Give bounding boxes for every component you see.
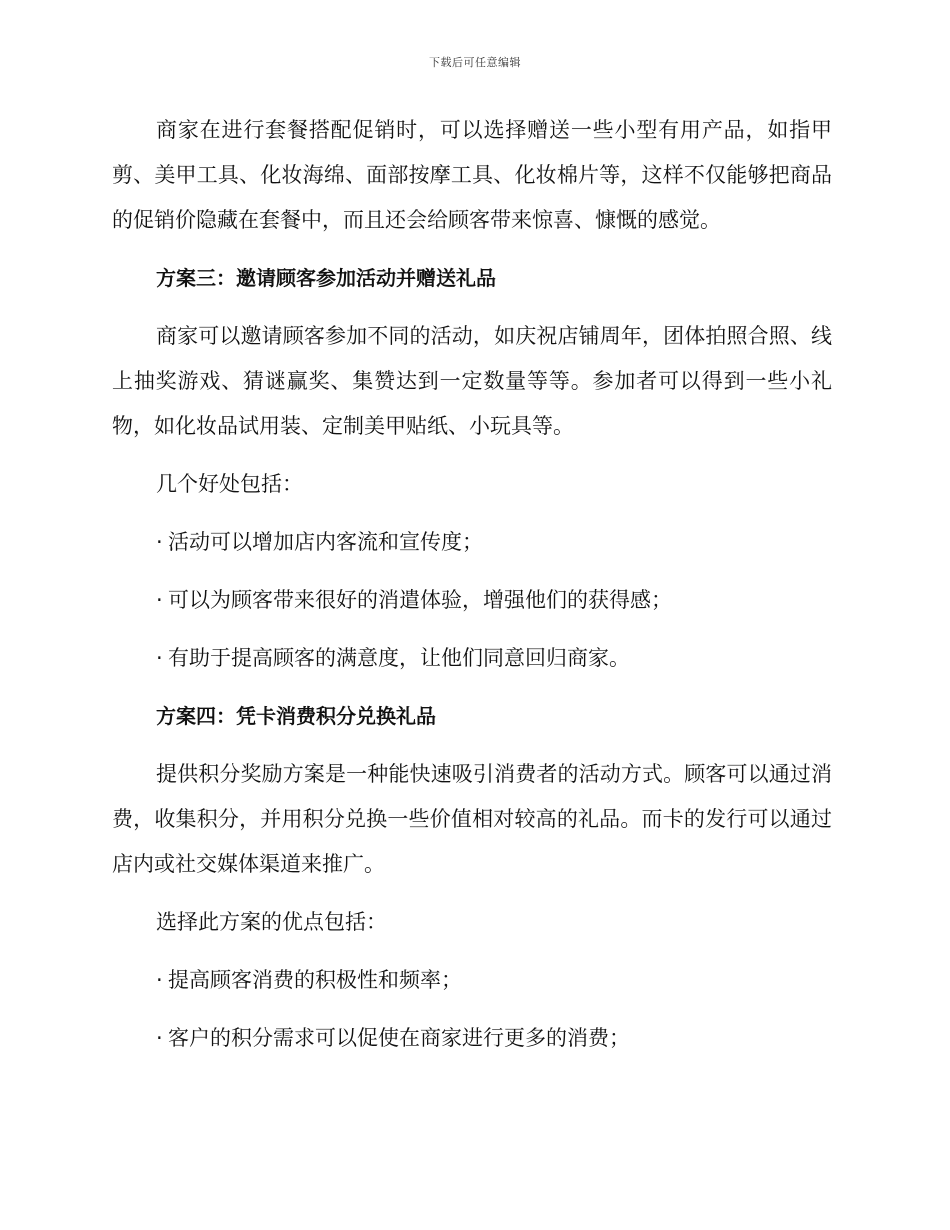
list-item-text: 客户的积分需求可以促使在商家进行更多的消费； bbox=[168, 1026, 630, 1050]
document-body bbox=[112, 108, 832, 1074]
list-item-text: 活动可以增加店内客流和宣传度； bbox=[168, 530, 483, 554]
paragraph-intro: 商家在进行套餐搭配促销时，可以选择赠送一些小型有用产品，如指甲剪、美甲工具、化妆海绵、面部按摩工具、化妆棉片等，这样不仅能够把商品的促销价隐藏在套餐中，而且还会给顾客带来惊喜、慷慨的感觉。 bbox=[112, 118, 832, 232]
list-item bbox=[112, 958, 832, 1003]
list-item bbox=[112, 1016, 832, 1061]
page-header-note: 下载后可任意编辑 bbox=[429, 56, 521, 69]
section-heading-plan-four: 方案四：凭卡消费积分兑换礼品 bbox=[156, 704, 436, 728]
section-heading-plan-three: 方案三：邀请顾客参加活动并赠送礼品 bbox=[156, 266, 496, 290]
list-item-text: 可以为顾客带来很好的消遣体验，增强他们的获得感； bbox=[168, 588, 672, 612]
list-item-text: 有助于提高顾客的满意度，让他们同意回归商家。 bbox=[168, 646, 630, 670]
bullet-marker: · bbox=[156, 530, 163, 554]
bullet-marker: · bbox=[156, 968, 163, 992]
bullet-marker: · bbox=[156, 646, 163, 670]
list-item-text: 提高顾客消费的积极性和频率； bbox=[168, 968, 462, 992]
paragraph-benefits-intro: 几个好处包括： bbox=[156, 472, 303, 496]
paragraph-plan-three: 商家可以邀请顾客参加不同的活动，如庆祝店铺周年，团体拍照合照、线上抽奖游戏、猜谜赢奖、集赞达到一定数量等等。参加者可以得到一些小礼物，如化妆品试用装、定制美甲贴纸、小玩具等。 bbox=[112, 324, 832, 438]
list-item bbox=[112, 636, 832, 681]
paragraph-advantages-intro: 选择此方案的优点包括： bbox=[156, 910, 387, 934]
list-item bbox=[112, 578, 832, 623]
bullet-marker: · bbox=[156, 588, 163, 612]
list-item bbox=[112, 520, 832, 565]
paragraph-plan-four: 提供积分奖励方案是一种能快速吸引消费者的活动方式。顾客可以通过消费，收集积分，并用积分兑换一些价值相对较高的礼品。而卡的发行可以通过店内或社交媒体渠道来推广。 bbox=[112, 762, 832, 876]
bullet-marker: · bbox=[156, 1026, 163, 1050]
